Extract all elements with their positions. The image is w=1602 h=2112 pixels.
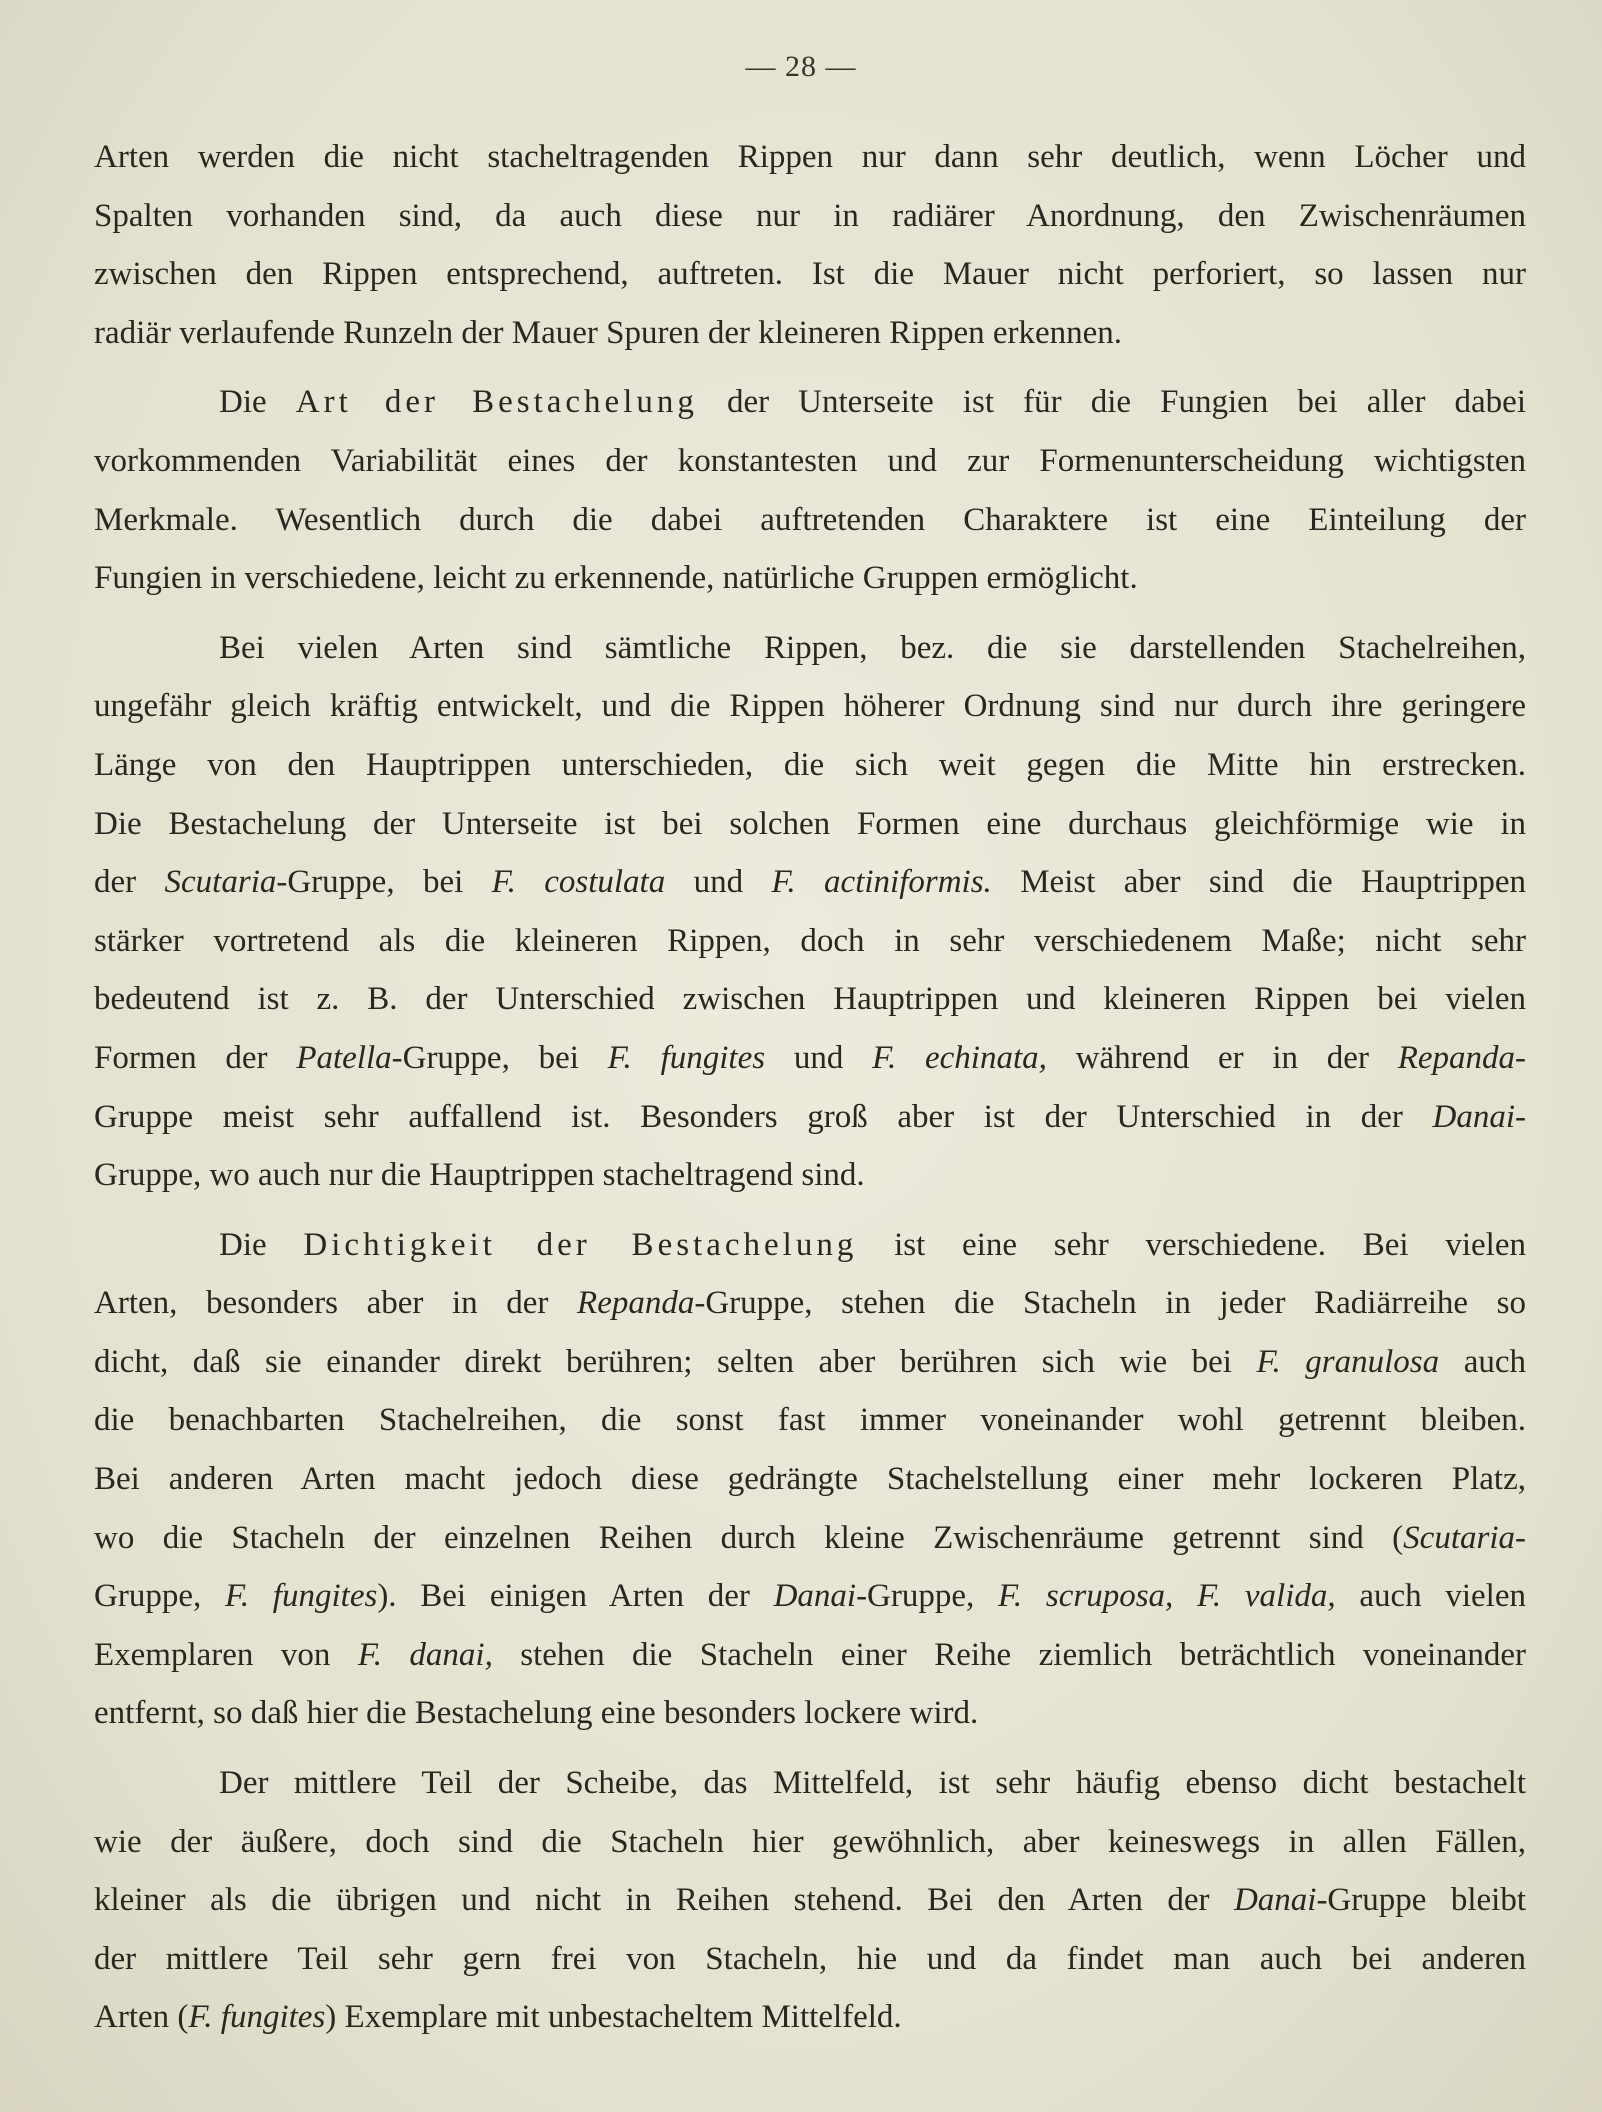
- text-line: [94, 491, 1526, 550]
- italic-taxon: Repanda: [577, 1285, 695, 1322]
- text-segment: Die Bestachelung der Unterseite ist bei solchen Formen eine durchaus gleichförmige wie in: [94, 805, 1526, 842]
- text-segment: Fungien in verschiedene, leicht zu erkennende, natürliche Gruppen ermöglicht.: [94, 560, 1138, 597]
- text-segment: Meist aber sind die Hauptrippen: [991, 864, 1526, 901]
- text-segment: stehen die Stacheln einer Reihe ziemlich beträchtlich voneinander: [492, 1636, 1526, 1673]
- body-text: [94, 128, 1526, 2047]
- text-line: [94, 912, 1526, 971]
- text-line: [94, 1216, 1526, 1275]
- text-line: [94, 1333, 1526, 1392]
- text-line: [94, 736, 1526, 795]
- text-segment: -Gruppe, bei: [276, 864, 492, 901]
- text-segment: der: [94, 864, 165, 901]
- italic-taxon: F. scruposa, F. valida,: [998, 1578, 1336, 1615]
- text-segment: ungefähr gleich kräftig entwickelt, und die Rippen höherer Ordnung sind nur durch ihre geringere: [94, 688, 1526, 725]
- text-segment: -Gruppe, bei: [391, 1039, 608, 1076]
- italic-taxon: Danai: [773, 1578, 857, 1615]
- text-line: [94, 619, 1526, 678]
- text-line: [94, 1450, 1526, 1509]
- italic-taxon: F. danai,: [357, 1636, 493, 1673]
- italic-taxon: F. fungites: [607, 1039, 766, 1076]
- italic-taxon: Danai-: [1432, 1098, 1526, 1135]
- text-segment: -Gruppe bleibt: [1316, 1882, 1526, 1919]
- paragraph: [94, 128, 1526, 362]
- text-segment: Die: [219, 384, 296, 421]
- text-segment: Exemplaren von: [94, 1636, 358, 1673]
- paragraph: [94, 619, 1526, 1205]
- text-segment: radiär verlaufende Runzeln der Mauer Spuren der kleineren Rippen erkennen.: [94, 314, 1123, 351]
- text-segment: Bei vielen Arten sind sämtliche Rippen, bez. die sie darstellenden Stachelreihen,: [219, 629, 1526, 666]
- text-segment: wie der äußere, doch sind die Stacheln hier gewöhnlich, aber keineswegs in allen Fällen,: [94, 1823, 1526, 1860]
- text-segment: die benachbarten Stachelreihen, die sonst fast immer voneinander wohl getrennt bleiben.: [94, 1402, 1526, 1439]
- paragraph-gap: [94, 1205, 1526, 1216]
- text-segment: Gruppe meist sehr auffallend ist. Besonders groß aber ist der Unterschied in der: [94, 1098, 1433, 1135]
- text-line: [94, 1029, 1526, 1088]
- paragraph: [94, 1216, 1526, 1743]
- text-segment: Die: [219, 1226, 304, 1263]
- spaced-emphasis: Art der Bestachelung: [295, 384, 698, 421]
- text-line: [94, 1871, 1526, 1930]
- text-segment: Arten werden die nicht stacheltragenden Rippen nur dann sehr deutlich, wenn Löcher und: [94, 139, 1526, 175]
- text-line: [94, 245, 1526, 304]
- page-number: — 28 —: [745, 50, 857, 83]
- text-segment: der mittlere Teil sehr gern frei von Stacheln, hie und da findet man auch bei anderen: [94, 1940, 1526, 1977]
- text-segment: Bei anderen Arten macht jedoch diese gedrängte Stachelstellung einer mehr lockeren Platz,: [94, 1461, 1526, 1498]
- text-segment: während er in der: [1046, 1039, 1398, 1076]
- text-line: [94, 1567, 1526, 1626]
- text-segment: Formen der: [94, 1039, 297, 1076]
- text-line: [94, 970, 1526, 1029]
- text-segment: Arten, besonders aber in der: [94, 1285, 578, 1322]
- text-line: [94, 128, 1526, 187]
- italic-taxon: F. fungites: [224, 1578, 378, 1615]
- text-line: [94, 1754, 1526, 1813]
- text-line: [94, 795, 1526, 854]
- text-segment: vorkommenden Variabilität eines der konstantesten und zur Formenunterscheidung wichtigsten: [94, 442, 1526, 479]
- text-segment: Arten (: [94, 1999, 189, 2036]
- text-line: [94, 1684, 1526, 1743]
- text-segment: der Unterseite ist für die Fungien bei aller dabei: [697, 384, 1526, 421]
- text-line: [94, 677, 1526, 736]
- text-segment: Spalten vorhanden sind, da auch diese nur in radiärer Anordnung, den Zwischenräumen: [94, 197, 1526, 234]
- text-segment: Gruppe,: [94, 1578, 225, 1615]
- italic-taxon: F. actiniformis.: [771, 864, 992, 901]
- text-segment: zwischen den Rippen entsprechend, auftreten. Ist die Mauer nicht perforiert, so lassen nur: [94, 256, 1526, 293]
- text-segment: ). Bei einigen Arten der: [377, 1578, 774, 1615]
- text-segment: stärker vortretend als die kleineren Rippen, doch in sehr verschiedenem Maße; nicht sehr: [94, 922, 1526, 959]
- text-line: [94, 1509, 1526, 1568]
- italic-taxon: Danai: [1233, 1882, 1317, 1919]
- text-line: [94, 1930, 1526, 1989]
- italic-taxon: Repanda-: [1397, 1039, 1526, 1076]
- text-segment: Länge von den Hauptrippen unterschieden, die sich weit gegen die Mitte hin erstrecken.: [94, 746, 1526, 783]
- paragraph-gap: [94, 1743, 1526, 1754]
- text-line: [94, 304, 1526, 363]
- italic-taxon: Patella: [296, 1039, 392, 1076]
- italic-taxon: F. fungites: [188, 1999, 326, 2036]
- paragraph-gap: [94, 608, 1526, 619]
- text-segment: Gruppe, wo auch nur die Hauptrippen stacheltragend sind.: [94, 1157, 865, 1194]
- text-line: [94, 853, 1526, 912]
- italic-taxon: Scutaria: [164, 864, 277, 901]
- text-segment: auch vielen: [1335, 1578, 1526, 1615]
- text-segment: und: [765, 1039, 873, 1076]
- text-segment: -Gruppe,: [856, 1578, 998, 1615]
- text-line: [94, 1274, 1526, 1333]
- text-line: [94, 1988, 1526, 2047]
- text-line: [94, 373, 1526, 432]
- paragraph-gap: [94, 362, 1526, 373]
- text-line: [94, 187, 1526, 246]
- text-line: [94, 1391, 1526, 1450]
- text-segment: ist eine sehr verschiedene. Bei vielen: [857, 1226, 1526, 1263]
- text-segment: und: [665, 864, 772, 901]
- spaced-emphasis: Dichtigkeit der Bestachelung: [303, 1226, 858, 1263]
- italic-taxon: F. costulata: [491, 864, 666, 901]
- text-segment: Merkmale. Wesentlich durch die dabei auftretenden Charaktere ist eine Einteilung der: [94, 501, 1526, 538]
- text-line: [94, 1146, 1526, 1205]
- italic-taxon: F. granulosa: [1256, 1343, 1440, 1380]
- text-line: [94, 549, 1526, 608]
- text-line: [94, 1088, 1526, 1147]
- paragraph: [94, 1754, 1526, 2047]
- text-segment: kleiner als die übrigen und nicht in Reihen stehend. Bei den Arten der: [94, 1882, 1234, 1919]
- text-segment: ) Exemplare mit unbestacheltem Mittelfeld.: [325, 1999, 902, 2036]
- text-line: [94, 1813, 1526, 1872]
- paragraph: [94, 373, 1526, 607]
- italic-taxon: F. echinata,: [872, 1039, 1047, 1076]
- text-segment: wo die Stacheln der einzelnen Reihen durch kleine Zwischenräume getrennt sind (: [94, 1519, 1404, 1556]
- text-segment: entfernt, so daß hier die Bestachelung eine besonders lockere wird.: [94, 1695, 979, 1732]
- text-segment: auch: [1439, 1343, 1526, 1380]
- text-line: [94, 432, 1526, 491]
- italic-taxon: Scutaria-: [1403, 1519, 1526, 1556]
- text-segment: bedeutend ist z. B. der Unterschied zwischen Hauptrippen und kleineren Rippen bei vielen: [94, 981, 1526, 1018]
- text-line: [94, 1626, 1526, 1685]
- text-segment: dicht, daß sie einander direkt berühren; selten aber berühren sich wie bei: [94, 1343, 1257, 1380]
- text-segment: -Gruppe, stehen die Stacheln in jeder Radiärreihe so: [694, 1285, 1526, 1322]
- text-segment: Der mittlere Teil der Scheibe, das Mittelfeld, ist sehr häufig ebenso dicht bestachelt: [219, 1765, 1526, 1802]
